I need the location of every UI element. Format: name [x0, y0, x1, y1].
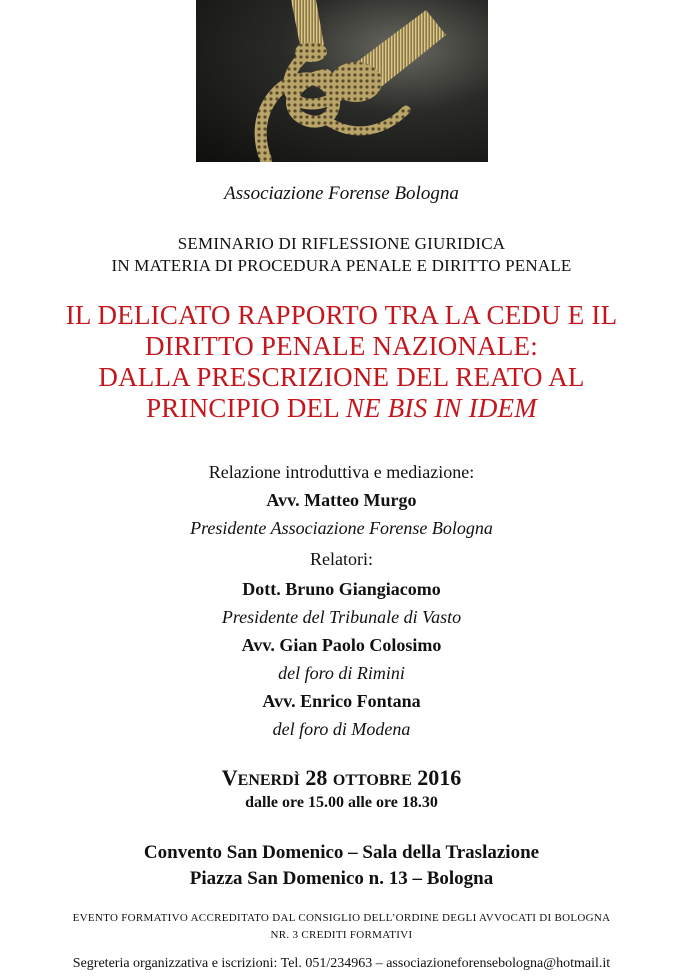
speaker-name: Avv. Gian Paolo Colosimo — [241, 635, 442, 655]
title-line-4-italic: NE BIS IN IDEM — [345, 393, 537, 423]
intro-role: Presidente Associazione Forense Bologna — [190, 518, 493, 538]
speakers-section — [0, 545, 683, 743]
intro-name: Avv. Matteo Murgo — [266, 490, 417, 510]
date-year: 2016 — [411, 765, 462, 790]
title-line-4 — [0, 393, 683, 424]
speaker-name: Avv. Enrico Fontana — [262, 691, 421, 711]
accreditation-line-1: EVENTO FORMATIVO ACCREDITATO DAL CONSIGLIO DELL’ORDINE DEGLI AVVOCATI DI BOLOGNA — [72, 912, 611, 924]
header-photo — [196, 0, 488, 162]
title-line-3: DALLA PRESCRIZIONE DEL REATO AL — [98, 362, 585, 392]
intro-label: Relazione introduttiva e mediazione: — [208, 462, 475, 482]
contact-info: Segreteria organizzativa e iscrizioni: Tel. 051/234963 – associazioneforensebologna@hotmail.it — [72, 956, 611, 971]
speakers-label: Relatori: — [310, 549, 373, 569]
venue-line-2: Piazza San Domenico n. 13 – Bologna — [189, 868, 494, 889]
accreditation-line-2: NR. 3 CREDITI FORMATIVI — [270, 929, 413, 941]
seminar-line-1: SEMINARIO DI RIFLESSIONE GIURIDICA — [177, 234, 506, 253]
speaker-role: del foro di Modena — [272, 719, 411, 739]
title-line-1: IL DELICATO RAPPORTO TRA LA CEDU E IL — [65, 300, 618, 330]
tassel-cord-icon — [196, 0, 488, 162]
date-weekday-initial: V — [221, 765, 238, 790]
speaker-name: Dott. Bruno Giangiacomo — [242, 579, 441, 599]
event-date — [0, 764, 683, 795]
intro-section — [0, 458, 683, 542]
date-day: 28 — [299, 765, 333, 790]
title-line-4-prefix: PRINCIPIO DEL — [146, 393, 346, 423]
association-name: Associazione Forense Bologna — [224, 183, 459, 204]
seminar-subtitle — [0, 233, 683, 277]
date-weekday-rest: ENERDÌ — [237, 772, 300, 789]
venue-line-1: Convento San Domenico – Sala della Traslazione — [143, 842, 540, 863]
event-title — [0, 300, 683, 424]
title-line-2: DIRITTO PENALE NAZIONALE: — [145, 331, 538, 361]
event-venue — [0, 840, 683, 892]
accreditation-note — [0, 910, 683, 944]
seminar-line-2: IN MATERIA DI PROCEDURA PENALE E DIRITTO PENALE — [111, 256, 572, 275]
event-hours: dalle ore 15.00 alle ore 18.30 — [245, 794, 438, 811]
speaker-role: Presidente del Tribunale di Vasto — [221, 607, 462, 627]
date-month: OTTOBRE — [332, 772, 412, 789]
speaker-role: del foro di Rimini — [278, 663, 405, 683]
